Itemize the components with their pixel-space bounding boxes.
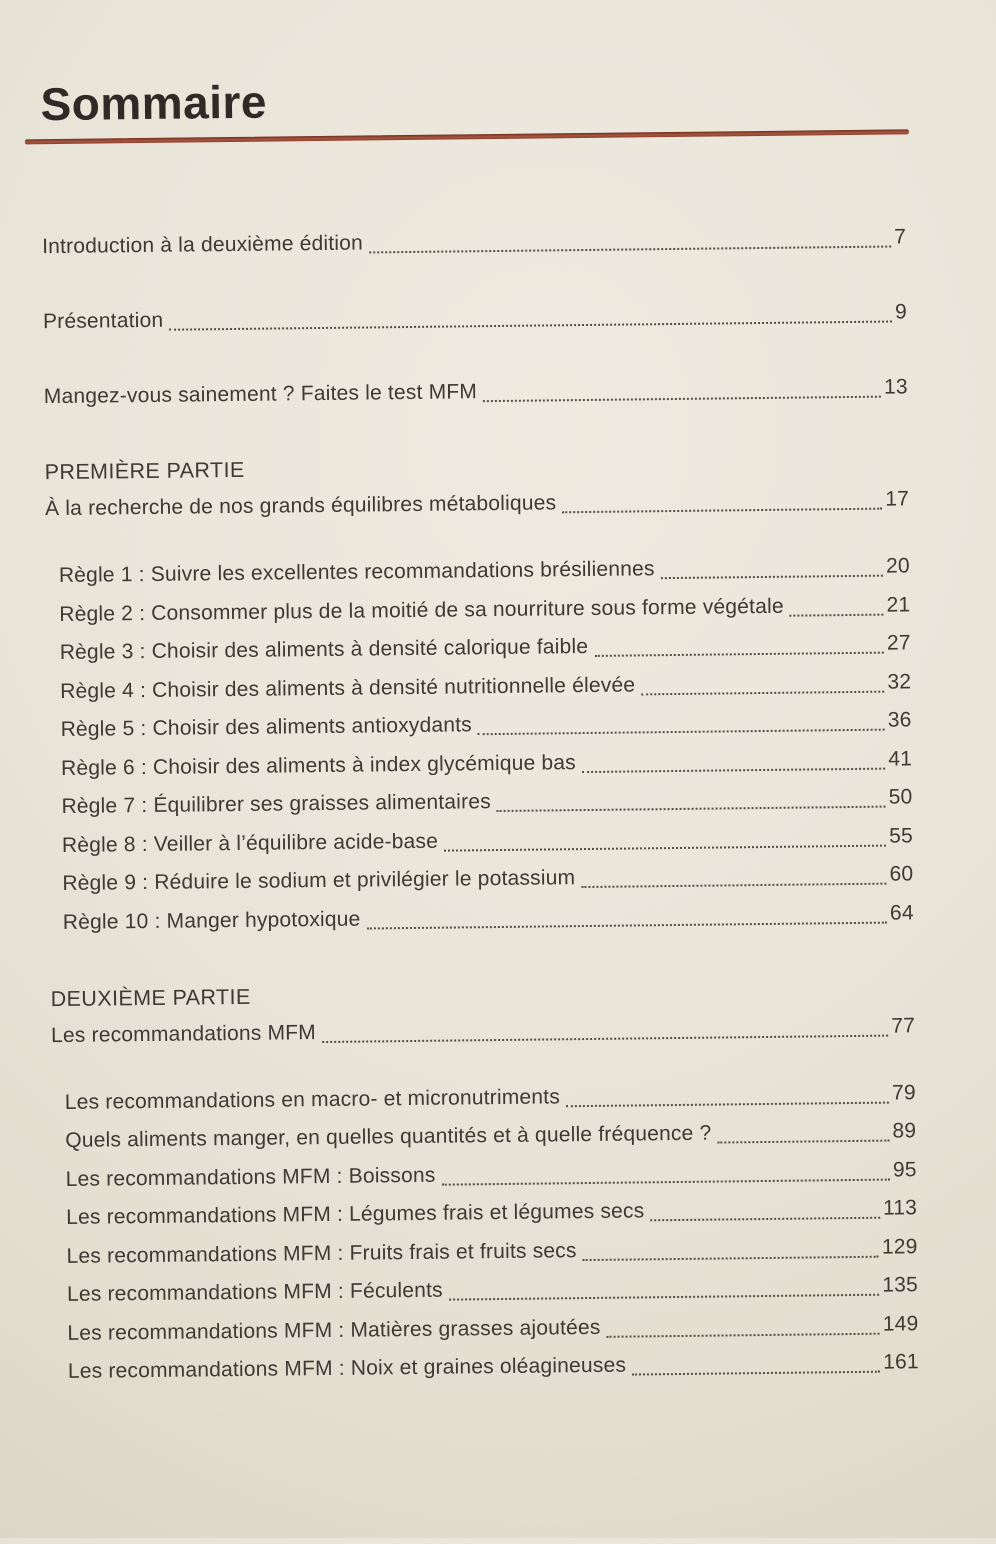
- toc-entry-page: 32: [887, 669, 912, 694]
- part-title-row: [51, 1011, 915, 1051]
- toc-entry-label: Règle 2 : Consommer plus de la moitié de sa nourriture sous forme végétale: [59, 594, 784, 626]
- toc-entry: [53, 1232, 917, 1272]
- dot-leader: [449, 1294, 880, 1301]
- dot-leader: [583, 1255, 879, 1260]
- part-entries: [46, 551, 914, 937]
- dot-leader: [478, 729, 885, 736]
- dot-leader: [581, 883, 886, 888]
- toc-entry-label: Règle 5 : Choisir des aliments antioxydants: [60, 713, 473, 741]
- toc-entry-page: 161: [883, 1350, 919, 1374]
- front-matter-list: [42, 222, 908, 412]
- toc-entry-page: 113: [882, 1196, 918, 1220]
- dot-leader: [367, 921, 888, 929]
- dot-leader: [717, 1140, 889, 1144]
- part-title-page: 17: [885, 487, 910, 511]
- dot-leader: [661, 575, 883, 580]
- toc-entry-page: 149: [882, 1311, 919, 1336]
- toc-part: [50, 974, 919, 1387]
- toc-entry-label: Présentation: [42, 308, 164, 334]
- part-title-label: Les recommandations MFM: [50, 1020, 317, 1047]
- toc-entry-page: 55: [888, 823, 914, 848]
- toc-entry: [44, 372, 908, 412]
- dot-leader: [582, 767, 885, 772]
- toc-entry-label: Les recommandations MFM : Boissons: [65, 1163, 436, 1191]
- part-title-row: [45, 484, 909, 524]
- toc-entry-label: Règle 3 : Choisir des aliments à densité calorique faible: [59, 634, 589, 664]
- toc-entry-label: Les recommandations en macro- et micronutriments: [64, 1084, 561, 1114]
- dot-leader: [442, 1178, 890, 1185]
- toc-entry-label: Introduction à la deuxième édition: [42, 231, 364, 259]
- toc-entry-page: 21: [886, 592, 911, 617]
- toc-entry: [50, 898, 914, 938]
- toc-entry-page: 129: [881, 1234, 918, 1259]
- part-title-page: 77: [891, 1013, 916, 1038]
- toc-entry: [47, 667, 911, 707]
- toc-entry-label: Mangez-vous sainement ? Faites le test MFM: [43, 380, 478, 409]
- toc-entry-label: Les recommandations MFM : Noix et graines oléagineuses: [67, 1353, 627, 1383]
- toc-entry-page: 50: [888, 785, 913, 809]
- toc-entry-label: Règle 4 : Choisir des aliments à densité nutritionnelle élevée: [60, 672, 636, 703]
- toc-entry: [42, 222, 906, 262]
- toc-entry-label: Règle 10 : Manger hypotoxique: [62, 907, 361, 934]
- toc-entry-label: Règle 7 : Équilibrer ses graisses alimentaires: [61, 790, 491, 818]
- toc-entry-page: 64: [889, 900, 914, 925]
- toc-entry-label: Règle 1 : Suivre les excellentes recommandations brésiliennes: [58, 557, 655, 587]
- toc-entry-label: Les recommandations MFM : Matières grasses ajoutées: [67, 1315, 601, 1345]
- toc-entry: [53, 1193, 917, 1233]
- toc-entry: [48, 744, 912, 784]
- part-heading: PREMIÈRE PARTIE: [44, 457, 245, 485]
- toc-entry: [52, 1116, 916, 1156]
- toc-entry-label: Règle 8 : Veiller à l’équilibre acide-base: [61, 829, 439, 857]
- toc-entry-page: 9: [894, 300, 908, 324]
- dot-leader: [632, 1371, 880, 1376]
- toc-entry: [47, 628, 911, 668]
- dot-leader: [594, 652, 884, 657]
- dot-leader: [444, 844, 886, 851]
- dot-leader: [607, 1332, 880, 1337]
- toc-entry-page: 79: [891, 1080, 916, 1105]
- toc-entry-label: Règle 9 : Réduire le sodium et privilégier le potassium: [62, 866, 576, 895]
- toc-entry: [53, 1155, 917, 1195]
- dot-leader: [562, 508, 882, 514]
- part-title-label: À la recherche de nos grands équilibres métaboliques: [44, 491, 557, 521]
- toc-entry-page: 13: [883, 375, 908, 399]
- toc-entry-page: 89: [892, 1119, 917, 1143]
- toc-entry: [49, 859, 913, 899]
- dot-leader: [641, 690, 884, 695]
- toc-entry: [54, 1309, 918, 1349]
- toc-entry: [46, 590, 910, 630]
- toc-entry: [49, 821, 913, 861]
- toc-entry: [55, 1347, 919, 1387]
- toc-entry: [52, 1078, 916, 1118]
- toc-entry-page: 60: [889, 862, 914, 886]
- title-underline: [25, 129, 909, 144]
- dot-leader: [566, 1101, 889, 1107]
- dot-leader: [650, 1217, 880, 1222]
- part-entries: [52, 1078, 919, 1387]
- toc-entry-page: 135: [882, 1273, 919, 1297]
- toc-entry: [54, 1270, 918, 1310]
- toc-entry: [43, 297, 907, 337]
- dot-leader: [483, 396, 881, 403]
- toc-entry-page: 7: [894, 225, 907, 249]
- dot-leader: [790, 613, 884, 616]
- toc-entry-label: Règle 6 : Choisir des aliments à index glycémique bas: [60, 750, 577, 780]
- toc-entry: [48, 782, 912, 822]
- toc-parts: [45, 447, 919, 1387]
- toc-entry-page: 20: [885, 554, 910, 578]
- toc-entry: [46, 551, 910, 591]
- toc-entry-page: 95: [892, 1157, 917, 1182]
- toc-entry: [47, 705, 911, 745]
- toc-entry-page: 27: [886, 631, 911, 655]
- toc-entry-label: Les recommandations MFM : Fruits frais et fruits secs: [66, 1238, 577, 1268]
- page-title: Sommaire: [40, 75, 268, 131]
- toc-entry-page: 36: [887, 708, 912, 732]
- toc-entry-label: Quels aliments manger, en quelles quantités et à quelle fréquence ?: [65, 1121, 712, 1152]
- dot-leader: [369, 246, 891, 254]
- toc-entry-page: 41: [888, 746, 913, 771]
- part-heading: DEUXIÈME PARTIE: [50, 984, 251, 1011]
- toc-entry-label: Les recommandations MFM : Féculents: [66, 1278, 443, 1306]
- dot-leader: [497, 806, 886, 812]
- toc-part: [45, 447, 914, 937]
- dot-leader: [169, 321, 892, 331]
- toc-entry-label: Les recommandations MFM : Légumes frais et légumes secs: [66, 1199, 645, 1229]
- dot-leader: [322, 1034, 888, 1042]
